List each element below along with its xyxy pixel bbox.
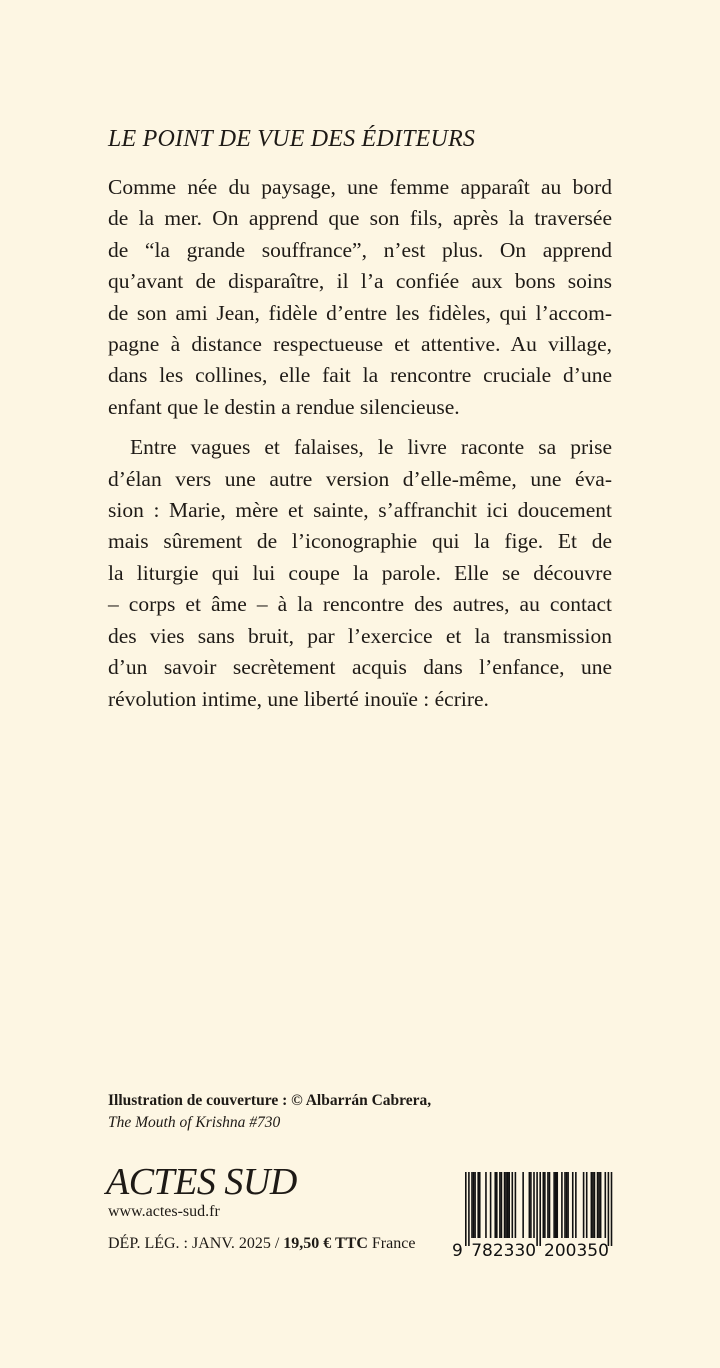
barcode-bar (477, 1172, 479, 1238)
barcode-bar (556, 1172, 558, 1238)
barcode-bar (473, 1172, 475, 1238)
barcode-bar (605, 1172, 607, 1238)
barcode-bar (553, 1172, 555, 1238)
isbn-barcode (452, 1172, 617, 1258)
text-line: révolution intime, une liberté inouïe : écrire. (108, 686, 489, 711)
barcode-bar (547, 1172, 549, 1238)
cover-credit (108, 1090, 431, 1134)
barcode-bar (530, 1172, 532, 1238)
barcode-bar (507, 1172, 509, 1238)
barcode-bar (504, 1172, 506, 1238)
barcode-bar (561, 1172, 563, 1238)
barcode-bar (600, 1172, 602, 1238)
barcode-bar (586, 1172, 588, 1238)
barcode-bar (465, 1172, 467, 1246)
barcode-bar (522, 1172, 524, 1238)
barcode-bar (471, 1172, 473, 1238)
text-line: Comme née du paysage, une femme apparaît au bord (108, 175, 612, 199)
barcode-bar (544, 1172, 546, 1238)
text-line: enfant que le destin a rendue silencieuse. (108, 394, 460, 419)
text-line: sion : Marie, mère et sainte, s’affranchit ici doucement (108, 498, 612, 523)
paragraph (108, 432, 612, 715)
barcode-bar (555, 1172, 557, 1238)
barcode-bar (567, 1172, 569, 1238)
text-line: de “la grande souffrance”, n’est plus. On apprend (108, 237, 612, 262)
publisher-url: www.actes-sud.fr (108, 1203, 220, 1220)
paragraph (108, 172, 612, 423)
text-line: de son ami Jean, fidèle d’entre les fidèles, qui l’accom- (108, 300, 612, 325)
barcode-bar (508, 1172, 510, 1238)
barcode-bar (474, 1172, 476, 1238)
barcode-bar (611, 1172, 613, 1246)
text-line: mais sûrement de l’iconographie qui la fige. Et de (108, 529, 612, 554)
barcode-bar (501, 1172, 503, 1238)
barcode-bar (479, 1172, 481, 1238)
barcode-bar (533, 1172, 535, 1238)
barcode-bar (549, 1172, 551, 1238)
barcode-bar (575, 1172, 577, 1238)
price: 19,50 € TTC (283, 1235, 368, 1252)
barcode-bar (539, 1172, 541, 1246)
barcode-bar (485, 1172, 487, 1238)
barcode-digits: 200350 (544, 1241, 609, 1258)
barcode-bar (490, 1172, 492, 1238)
barcode-bar (572, 1172, 574, 1238)
country: France (367, 1235, 416, 1252)
text-line: dans les collines, elle fait la rencontre cruciale d’une (108, 363, 612, 388)
barcode-bar (512, 1172, 514, 1238)
publisher-logo: ACTES SUD (106, 1161, 297, 1203)
barcode-bar (564, 1172, 566, 1238)
text-line: Entre vagues et falaises, le livre raconte sa prise (130, 435, 612, 460)
barcode-bar (505, 1172, 507, 1238)
barcode-digits: 782330 (471, 1241, 537, 1258)
legal-deposit-price (108, 1235, 415, 1253)
barcode-bar (591, 1172, 593, 1238)
text-line: la liturgie qui lui coupe la parole. Elle se découvre (108, 560, 612, 585)
barcode-bar (494, 1172, 496, 1238)
barcode-bar (592, 1172, 594, 1238)
text-line: d’élan vers une autre version d’elle-même, une éva- (108, 466, 612, 491)
barcode-bar (499, 1172, 501, 1238)
barcode-bar (608, 1172, 610, 1246)
credit-line: Illustration de couverture : © Albarrán Cabrera, (108, 1092, 432, 1109)
section-heading: LE POINT DE VUE DES ÉDITEURS (108, 126, 476, 152)
text-line: – corps et âme – à la rencontre des autres, au contact (108, 592, 612, 617)
barcode-bar (496, 1172, 498, 1238)
legal-deposit: DÉP. LÉG. : JANV. 2025 / (108, 1235, 284, 1252)
text-line: des vies sans bruit, par l’exercice et la transmission (108, 623, 612, 648)
text-line: d’un savoir secrètement acquis dans l’enfance, une (108, 655, 612, 680)
barcode-bar (543, 1172, 545, 1238)
barcode-bar (529, 1172, 531, 1238)
text-line: de la mer. On apprend que son fils, après la traversée (108, 206, 612, 231)
barcode-bar (566, 1172, 568, 1238)
barcode-bar (583, 1172, 585, 1238)
barcode-bar (594, 1172, 596, 1238)
barcode-bar (536, 1172, 538, 1246)
barcode-bar (598, 1172, 600, 1238)
barcode-bar (597, 1172, 599, 1238)
blurb (108, 172, 612, 715)
text-line: qu’avant de disparaître, il l’a confiée aux bons soins (108, 269, 612, 294)
barcode-bar (468, 1172, 470, 1246)
text-line: pagne à distance respectueuse et attentive. Au village, (108, 332, 612, 357)
barcode-digits: 9 (452, 1241, 463, 1258)
artwork-title: The Mouth of Krishna #730 (108, 1114, 281, 1131)
barcode-bar (515, 1172, 517, 1238)
